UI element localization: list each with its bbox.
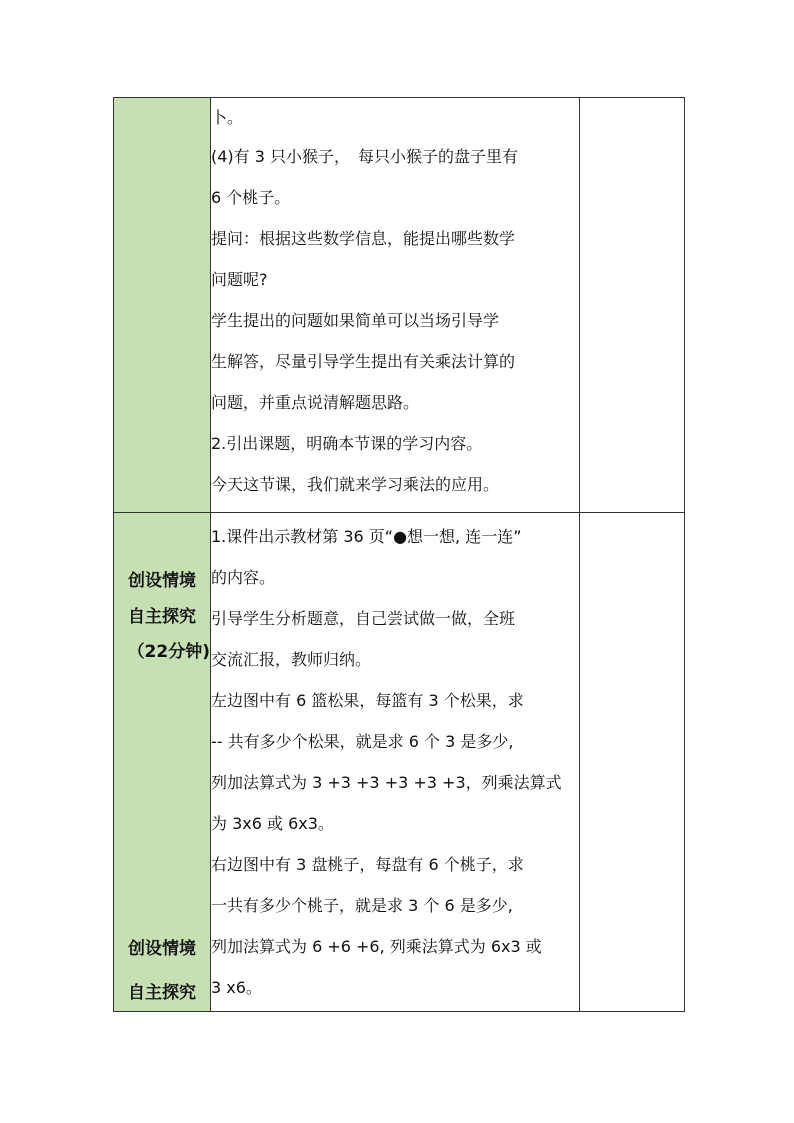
notes-cell — [580, 513, 685, 1012]
content-line: 的内容。 — [211, 568, 276, 587]
content-line: 3 x6。 — [211, 978, 262, 997]
table-row — [114, 98, 685, 513]
content-line: 学生提出的问题如果简单可以当场引导学 — [211, 311, 500, 330]
content-line: 为 3x6 或 6x3。 — [211, 814, 334, 833]
content-line: 问题，并重点说清解题思路。 — [211, 393, 420, 412]
lesson-plan-table — [113, 97, 685, 1012]
content-line: 6 个桃子。 — [211, 188, 291, 207]
content-line: 问题呢? — [211, 270, 268, 289]
notes-cell — [580, 98, 685, 513]
stage-title: 创设情境 — [128, 571, 196, 591]
content-block — [211, 513, 579, 1008]
stage-subtitle: 自主探究 — [128, 607, 196, 627]
content-cell — [211, 513, 580, 1012]
content-line: 右边图中有 3 盘桃子，每盘有 6 个桃子，求 — [211, 855, 524, 874]
stage-title-repeat: 创设情境 — [128, 939, 196, 959]
content-line: (4)有 3 只小猴子， 每只小猴子的盘子里有 — [211, 147, 519, 166]
content-line: 一共有多少个桃子，就是求 3 个 6 是多少, — [211, 896, 513, 915]
content-line: 卜。 — [211, 108, 244, 127]
content-line: 今天这节课，我们就来学习乘法的应用。 — [211, 475, 500, 494]
content-line: 交流汇报，教师归纳。 — [211, 650, 372, 669]
content-line: -- 共有多少个松果，就是求 6 个 3 是多少, — [211, 732, 514, 751]
content-line: 列加法算式为 3 +3 +3 +3 +3 +3，列乘法算式 — [211, 773, 562, 792]
content-cell — [211, 98, 580, 513]
content-line: 2.引出课题，明确本节课的学习内容。 — [211, 434, 483, 453]
stage-label-cell — [114, 98, 211, 513]
stage-duration: （22分钟) — [127, 642, 210, 662]
content-line: 引导学生分析题意，自己尝试做一做，全班 — [211, 609, 516, 628]
content-line: 左边图中有 6 篮松果，每篮有 3 个松果，求 — [211, 691, 524, 710]
stage-label-cell — [114, 513, 211, 1012]
table-row — [114, 513, 685, 1012]
content-line: 提问：根据这些数学信息，能提出哪些数学 — [211, 229, 516, 248]
content-line: 生解答，尽量引导学生提出有关乘法计算的 — [211, 352, 516, 371]
content-line: 1.课件出示教材第 36 页“●想一想, 连一连” — [211, 527, 522, 546]
stage-subtitle-repeat: 自主探究 — [128, 983, 196, 1003]
content-line: 列加法算式为 6 +6 +6, 列乘法算式为 6x3 或 — [211, 937, 542, 956]
